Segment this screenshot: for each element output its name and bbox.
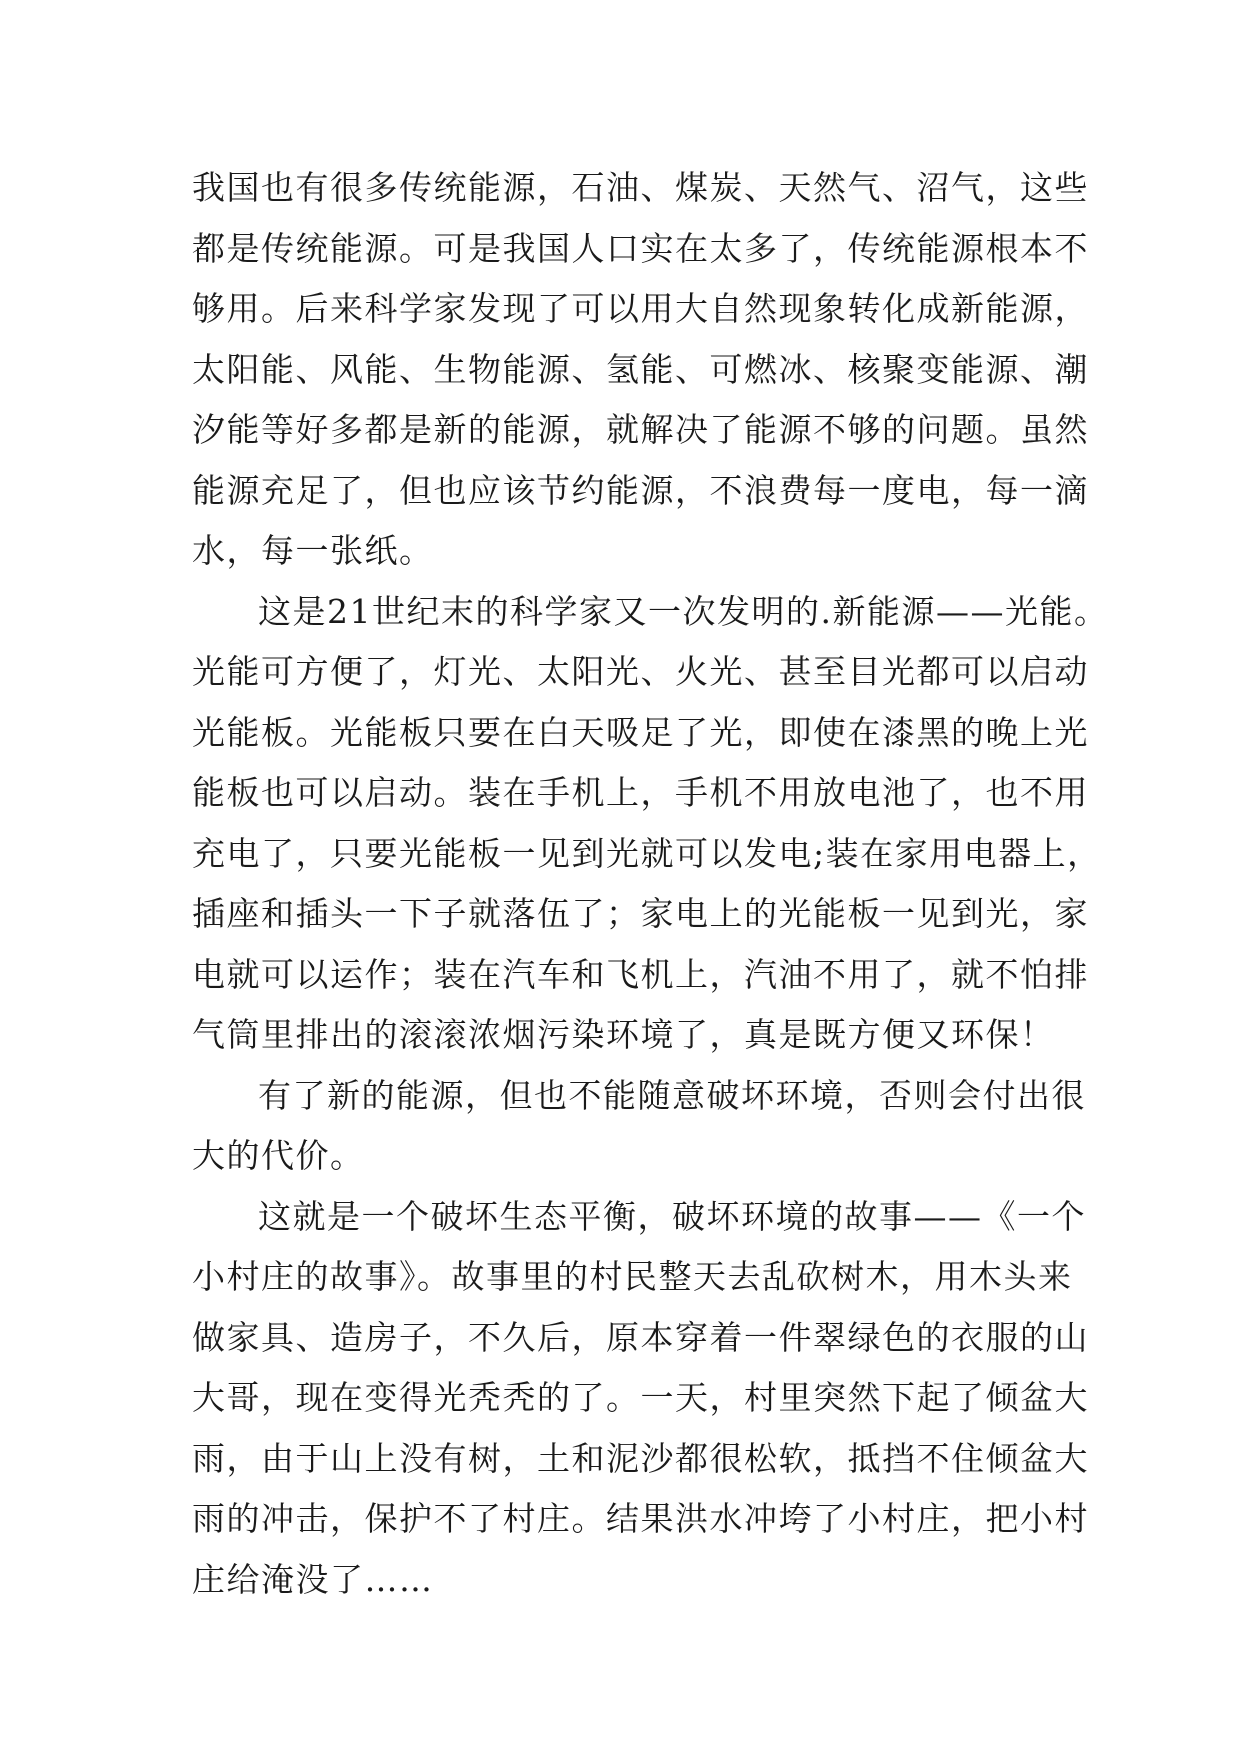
paragraph-2-line-3: 光能板。光能板只要在白天吸足了光，即使在漆黑的晚上光	[192, 712, 1089, 752]
document-body	[192, 158, 1109, 1610]
paragraph-4-line-7: 庄给淹没了……	[192, 1559, 434, 1599]
paragraph-2-line-1: 这是21世纪末的科学家又一次发明的.新能源——光能。	[258, 591, 1109, 631]
paragraph-4-line-6: 雨的冲击，保护不了村庄。结果洪水冲垮了小村庄，把小村	[192, 1499, 1089, 1538]
paragraph-2-line-6: 插座和插头一下子就落伍了；家电上的光能板一见到光，家	[192, 894, 1089, 933]
paragraph-2-line-4: 能板也可以启动。装在手机上，手机不用放电池了，也不用	[192, 773, 1089, 812]
paragraph-3-line-1: 有了新的能源，但也不能随意破坏环境，否则会付出很	[258, 1075, 1086, 1115]
paragraph-1-line-5: 汐能等好多都是新的能源，就解决了能源不够的问题。虽然	[192, 410, 1089, 449]
paragraph-3-line-2: 大的代价。	[192, 1136, 365, 1175]
paragraph-4-line-1: 这就是一个破坏生态平衡，破坏环境的故事——《一个	[258, 1196, 1086, 1236]
paragraph-1-line-2: 都是传统能源。可是我国人口实在太多了，传统能源根本不	[192, 228, 1089, 268]
paragraph-4-line-2: 小村庄的故事》。故事里的村民整天去乱砍树木，用木头来	[192, 1257, 1073, 1296]
paragraph-2-line-2: 光能可方便了，灯光、太阳光、火光、甚至目光都可以启动	[192, 652, 1089, 691]
paragraph-2-line-7: 电就可以运作；装在汽车和飞机上，汽油不用了，就不怕排	[192, 954, 1089, 994]
paragraph-2-line-8: 气筒里排出的滚滚浓烟污染环境了，真是既方便又环保！	[192, 1015, 1055, 1054]
paragraph-4-line-4: 大哥，现在变得光秃秃的了。一天，村里突然下起了倾盆大	[192, 1378, 1089, 1417]
paragraph-1-line-6: 能源充足了，但也应该节约能源，不浪费每一度电，每一滴	[192, 470, 1089, 510]
paragraph-4-line-3: 做家具、造房子，不久后，原本穿着一件翠绿色的衣服的山	[192, 1317, 1089, 1357]
paragraph-1-line-3: 够用。后来科学家发现了可以用大自然现象转化成新能源，	[192, 289, 1089, 328]
paragraph-1-line-1: 我国也有很多传统能源，石油、煤炭、天然气、沼气，这些	[192, 168, 1089, 207]
paragraph-1-line-4: 太阳能、风能、生物能源、氢能、可燃冰、核聚变能源、潮	[192, 349, 1089, 389]
paragraph-4-line-5: 雨，由于山上没有树，土和泥沙都很松软，抵挡不住倾盆大	[192, 1438, 1089, 1478]
paragraph-2-line-5: 充电了，只要光能板一见到光就可以发电;装在家用电器上，	[192, 833, 1102, 873]
paragraph-1-line-7: 水，每一张纸。	[192, 531, 434, 570]
